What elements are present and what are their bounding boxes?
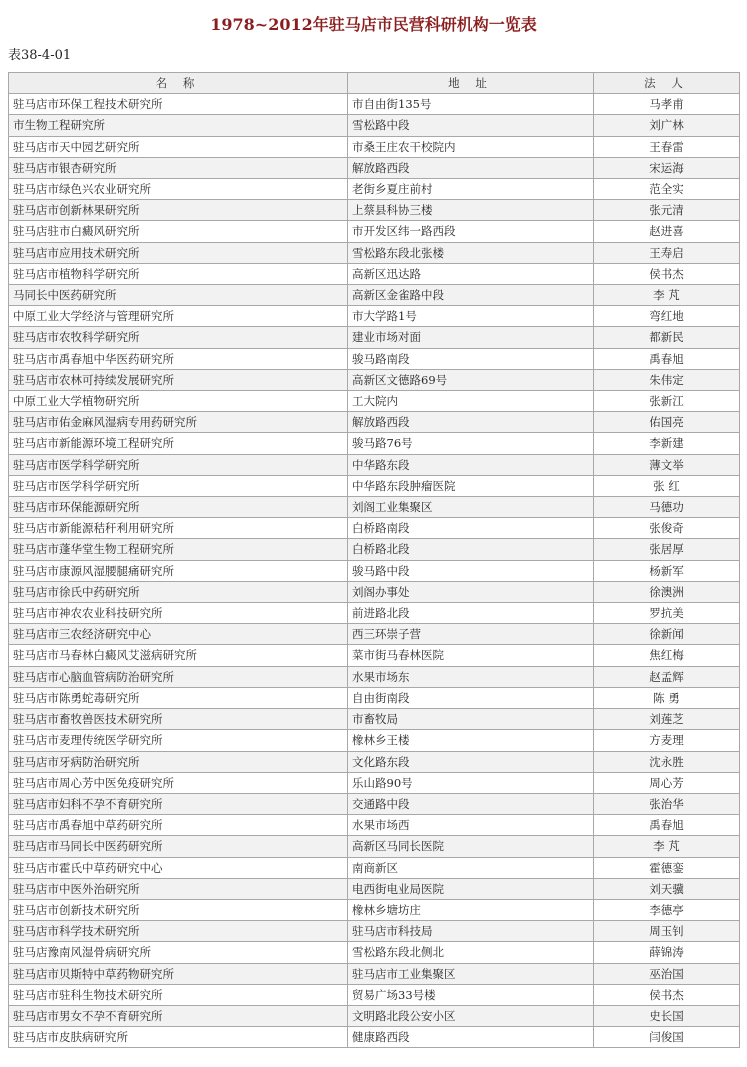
cell-address: 文化路东段 [348,751,594,772]
cell-address: 刘阁工业集聚区 [348,497,594,518]
cell-address: 南商新区 [348,857,594,878]
cell-legal-person: 方麦理 [594,730,740,751]
cell-name: 驻马店市心脑血管病防治研究所 [9,666,348,687]
cell-address: 乐山路90号 [348,772,594,793]
cell-legal-person: 薄文举 [594,454,740,475]
cell-name: 驻马店市农林可持续发展研究所 [9,369,348,390]
cell-address: 高新区金雀路中段 [348,285,594,306]
cell-legal-person: 陈 勇 [594,687,740,708]
cell-legal-person: 范全实 [594,179,740,200]
cell-name: 驻马店市畜牧兽医技术研究所 [9,709,348,730]
cell-legal-person: 李德亭 [594,899,740,920]
cell-legal-person: 张居厚 [594,539,740,560]
cell-address: 白桥路南段 [348,518,594,539]
table-row [9,666,740,687]
cell-legal-person: 张 红 [594,475,740,496]
cell-legal-person: 佑国亮 [594,412,740,433]
cell-name: 驻马店市环保工程技术研究所 [9,94,348,115]
table-row [9,412,740,433]
cell-address: 水果市场东 [348,666,594,687]
cell-name: 驻马店市牙病防治研究所 [9,751,348,772]
cell-legal-person: 张俊奇 [594,518,740,539]
table-body [9,94,740,1048]
table-row [9,263,740,284]
cell-name: 驻马店市霍氏中草药研究中心 [9,857,348,878]
cell-address: 雪松路中段 [348,115,594,136]
table-row [9,942,740,963]
cell-legal-person: 朱伟定 [594,369,740,390]
cell-name: 驻马店市男女不孕不育研究所 [9,1005,348,1026]
cell-address: 西三环崇子营 [348,624,594,645]
cell-name: 市生物工程研究所 [9,115,348,136]
cell-legal-person: 刘天骥 [594,878,740,899]
table-row [9,242,740,263]
cell-address: 市大学路1号 [348,306,594,327]
cell-legal-person: 张元清 [594,200,740,221]
table-row [9,369,740,390]
table-row [9,454,740,475]
cell-legal-person: 禹春旭 [594,815,740,836]
cell-name: 驻马店驻市白癜风研究所 [9,221,348,242]
table-row [9,327,740,348]
table-row [9,984,740,1005]
column-header-legal-person: 法 人 [594,73,740,94]
cell-legal-person: 都新民 [594,327,740,348]
column-header-address: 地 址 [348,73,594,94]
cell-name: 驻马店市神农农业科技研究所 [9,603,348,624]
cell-legal-person: 周心芳 [594,772,740,793]
cell-legal-person: 刘广林 [594,115,740,136]
table-row [9,581,740,602]
cell-address: 解放路西段 [348,157,594,178]
cell-legal-person: 徐新闻 [594,624,740,645]
cell-name: 驻马店市马同长中医药研究所 [9,836,348,857]
cell-name: 驻马店市医学科学研究所 [9,454,348,475]
cell-name: 驻马店市麦理传统医学研究所 [9,730,348,751]
cell-legal-person: 闫俊国 [594,1027,740,1048]
column-header-name: 名 称 [9,73,348,94]
table-row [9,603,740,624]
cell-legal-person: 侯书杰 [594,263,740,284]
cell-address: 市开发区纬一路西段 [348,221,594,242]
cell-name: 驻马店市创新林果研究所 [9,200,348,221]
cell-name: 驻马店市蓬华堂生物工程研究所 [9,539,348,560]
cell-name: 驻马店市佑金麻风湿病专用药研究所 [9,412,348,433]
cell-legal-person: 王春雷 [594,136,740,157]
cell-name: 驻马店市周心芳中医免疫研究所 [9,772,348,793]
table-row [9,899,740,920]
cell-address: 白桥路北段 [348,539,594,560]
cell-address: 驻马店市科技局 [348,921,594,942]
cell-name: 驻马店市新能源秸秆利用研究所 [9,518,348,539]
cell-address: 交通路中段 [348,793,594,814]
cell-legal-person: 弯红地 [594,306,740,327]
table-row [9,687,740,708]
cell-legal-person: 刘莲芝 [594,709,740,730]
table-row [9,539,740,560]
cell-name: 驻马店市环保能源研究所 [9,497,348,518]
cell-legal-person: 李 芃 [594,836,740,857]
cell-name: 驻马店市科学技术研究所 [9,921,348,942]
table-row [9,793,740,814]
cell-address: 骏马路南段 [348,348,594,369]
cell-address: 雪松路东段北侧北 [348,942,594,963]
table-row [9,772,740,793]
table-row [9,157,740,178]
cell-address: 高新区文德路69号 [348,369,594,390]
table-number: 表38-4-01 [8,48,72,63]
cell-address: 中华路东段肿瘤医院 [348,475,594,496]
cell-name: 驻马店市康源风湿腰腿痛研究所 [9,560,348,581]
cell-address: 老街乡夏庄前村 [348,179,594,200]
table-row [9,963,740,984]
table-row [9,815,740,836]
table-row [9,306,740,327]
cell-name: 驻马店市农牧科学研究所 [9,327,348,348]
cell-legal-person: 薛锦涛 [594,942,740,963]
cell-name: 驻马店市三农经济研究中心 [9,624,348,645]
institutions-table [8,72,740,1048]
table-row [9,285,740,306]
table-row [9,751,740,772]
cell-name: 驻马店市徐氏中药研究所 [9,581,348,602]
cell-name: 中原工业大学经济与管理研究所 [9,306,348,327]
cell-address: 贸易广场33号楼 [348,984,594,1005]
cell-address: 骏马路76号 [348,433,594,454]
table-row [9,730,740,751]
table-row [9,115,740,136]
cell-name: 驻马店市陈勇蛇毒研究所 [9,687,348,708]
cell-name: 驻马店市植物科学研究所 [9,263,348,284]
table-row [9,857,740,878]
table-row [9,497,740,518]
table-row [9,560,740,581]
cell-address: 电西街电业局医院 [348,878,594,899]
table-row [9,624,740,645]
cell-address: 自由街南段 [348,687,594,708]
cell-legal-person: 侯书杰 [594,984,740,1005]
table-row [9,836,740,857]
cell-address: 市桑王庄农干校院内 [348,136,594,157]
table-row [9,433,740,454]
cell-legal-person: 周玉钊 [594,921,740,942]
table-row [9,1027,740,1048]
cell-legal-person: 禹春旭 [594,348,740,369]
cell-legal-person: 罗抗美 [594,603,740,624]
table-row [9,518,740,539]
cell-legal-person: 赵孟辉 [594,666,740,687]
cell-address: 市自由街135号 [348,94,594,115]
cell-address: 前进路北段 [348,603,594,624]
cell-legal-person: 霍德銮 [594,857,740,878]
cell-address: 刘阁办事处 [348,581,594,602]
table-row [9,136,740,157]
cell-address: 驻马店市工业集聚区 [348,963,594,984]
cell-legal-person: 李 芃 [594,285,740,306]
cell-legal-person: 杨新军 [594,560,740,581]
cell-name: 驻马店市皮肤病研究所 [9,1027,348,1048]
cell-name: 驻马店市银杏研究所 [9,157,348,178]
table-row [9,94,740,115]
cell-legal-person: 马德功 [594,497,740,518]
cell-address: 解放路西段 [348,412,594,433]
cell-address: 水果市场西 [348,815,594,836]
cell-name: 驻马店市医学科学研究所 [9,475,348,496]
table-row [9,179,740,200]
table-row [9,645,740,666]
cell-address: 橡林乡塘坊庄 [348,899,594,920]
cell-name: 驻马店市贝斯特中草药物研究所 [9,963,348,984]
cell-address: 工大院内 [348,391,594,412]
cell-legal-person: 张新江 [594,391,740,412]
cell-address: 雪松路东段北张楼 [348,242,594,263]
cell-address: 菜市街马春林医院 [348,645,594,666]
cell-legal-person: 李新建 [594,433,740,454]
cell-address: 橡林乡王楼 [348,730,594,751]
table-row [9,1005,740,1026]
cell-address: 高新区马同长医院 [348,836,594,857]
cell-address: 健康路西段 [348,1027,594,1048]
page-title: 1978~2012年驻马店市民营科研机构一览表 [210,15,537,34]
cell-address: 上蔡县科协三楼 [348,200,594,221]
cell-name: 驻马店市新能源环境工程研究所 [9,433,348,454]
cell-name: 驻马店市创新技术研究所 [9,899,348,920]
cell-name: 驻马店市妇科不孕不育研究所 [9,793,348,814]
cell-name: 中原工业大学植物研究所 [9,391,348,412]
cell-legal-person: 沈永胜 [594,751,740,772]
cell-name: 驻马店市绿色兴农业研究所 [9,179,348,200]
cell-legal-person: 马孝甫 [594,94,740,115]
cell-address: 高新区迅达路 [348,263,594,284]
cell-name: 马同长中医药研究所 [9,285,348,306]
cell-legal-person: 徐澳洲 [594,581,740,602]
cell-legal-person: 王寿启 [594,242,740,263]
cell-name: 驻马店市马春林白癜风艾滋病研究所 [9,645,348,666]
cell-address: 建业市场对面 [348,327,594,348]
cell-name: 驻马店市禹春旭中草药研究所 [9,815,348,836]
cell-name: 驻马店市中医外治研究所 [9,878,348,899]
table-row [9,391,740,412]
cell-address: 文明路北段公安小区 [348,1005,594,1026]
cell-legal-person: 赵进喜 [594,221,740,242]
table-row [9,348,740,369]
table-row [9,878,740,899]
cell-name: 驻马店豫南风湿骨病研究所 [9,942,348,963]
cell-address: 中华路东段 [348,454,594,475]
table-row [9,475,740,496]
cell-name: 驻马店市驻科生物技术研究所 [9,984,348,1005]
cell-name: 驻马店市应用技术研究所 [9,242,348,263]
cell-address: 骏马路中段 [348,560,594,581]
cell-legal-person: 张治华 [594,793,740,814]
cell-legal-person: 巫治国 [594,963,740,984]
cell-legal-person: 史长国 [594,1005,740,1026]
cell-legal-person: 宋运海 [594,157,740,178]
table-row [9,221,740,242]
table-row [9,200,740,221]
cell-address: 市畜牧局 [348,709,594,730]
table-row [9,709,740,730]
table-row [9,921,740,942]
cell-legal-person: 焦红梅 [594,645,740,666]
cell-name: 驻马店市天中园艺研究所 [9,136,348,157]
cell-name: 驻马店市禹春旭中华医药研究所 [9,348,348,369]
table-header-row [9,73,740,94]
